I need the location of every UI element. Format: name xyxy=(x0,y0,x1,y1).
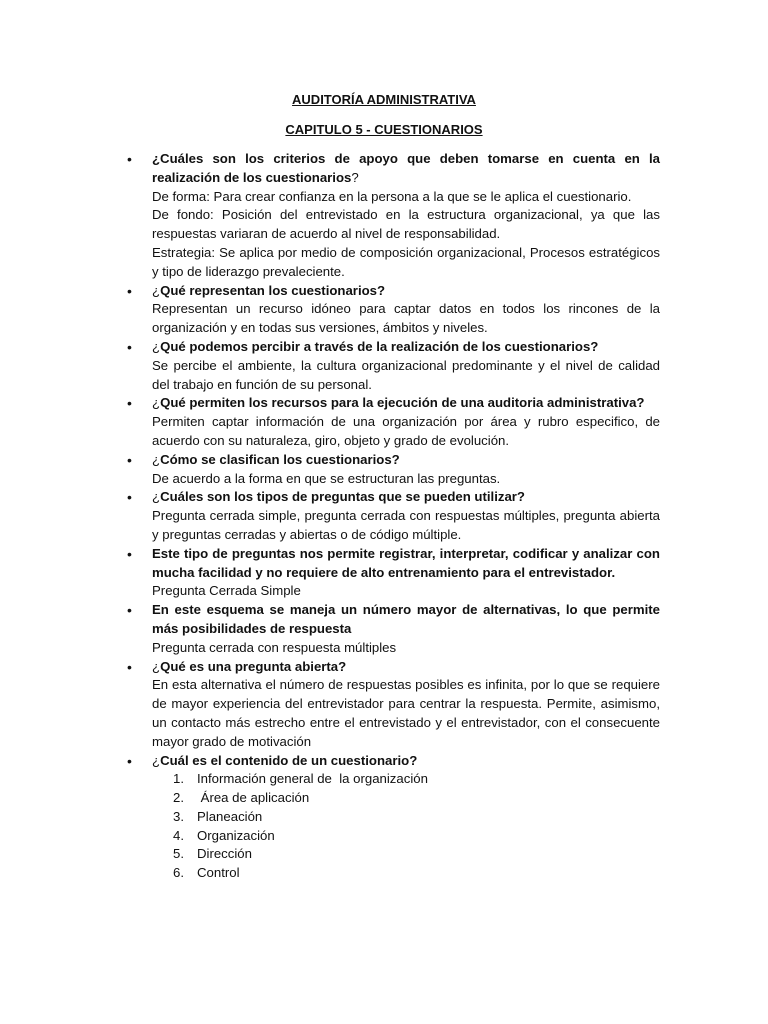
question-bold: Qué permiten los recursos para la ejecución de una auditoria administrativa? xyxy=(160,395,645,411)
list-text: Control xyxy=(197,865,240,881)
answer-text: Estrategia: Se aplica por medio de composición organizacional, Procesos estratégicos y tipo de liderazgo prevaleciente. xyxy=(152,244,660,279)
question-lead: ¿ xyxy=(152,752,161,768)
bullet-icon: • xyxy=(127,752,132,769)
answer-text: Pregunta Cerrada Simple xyxy=(152,583,301,599)
question-item xyxy=(0,545,768,601)
bullet-icon: • xyxy=(127,151,132,167)
question-lead: ¿ xyxy=(152,489,161,505)
question-list xyxy=(0,150,768,883)
question-text xyxy=(152,488,660,507)
question-item xyxy=(0,451,768,489)
question-item xyxy=(0,601,768,657)
bullet-icon: • xyxy=(127,282,132,299)
question-item xyxy=(0,338,768,394)
answer-text: Permiten captar información de una organización por área y rubro especifico, de acuerdo con su naturaleza, giro, objeto y grado de evolución. xyxy=(152,414,660,448)
question-bold: Qué podemos percibir a través de la realización de los cuestionarios? xyxy=(160,338,599,354)
question-bold: En este esquema se maneja un número mayor de alternativas, lo que permite más posibilidades de respuesta xyxy=(152,602,660,636)
list-number: 3. xyxy=(173,808,184,824)
content-list-item xyxy=(152,845,660,864)
answer-text: De forma: Para crear confianza en la persona a la que se le aplica el cuestionario. xyxy=(152,188,632,204)
question-text xyxy=(152,338,660,357)
question-text xyxy=(152,394,660,413)
question-lead: ¿ xyxy=(152,282,161,298)
answer-text: De fondo: Posición del entrevistado en la estructura organizacional, ya que las respuestas variaran de acuerdo al nivel de responsabilidad. xyxy=(152,207,660,242)
list-number: 4. xyxy=(173,827,184,843)
list-text: Área de aplicación xyxy=(197,790,310,806)
list-text: Dirección xyxy=(197,846,252,862)
question-bold: Qué es una pregunta abierta? xyxy=(160,658,347,674)
question-item xyxy=(0,282,768,338)
bullet-icon: • xyxy=(127,602,132,619)
bullet-icon: • xyxy=(127,489,132,506)
answer-text: Pregunta cerrada simple, pregunta cerrada con respuestas múltiples, pregunta abierta y preguntas cerradas y abiertas o de código múltiple. xyxy=(152,508,660,542)
answer-text: Representan un recurso idóneo para captar datos en todos los rincones de la organización y en todas sus versiones, ámbitos y niveles. xyxy=(152,301,660,336)
question-text xyxy=(152,150,660,188)
bullet-icon: • xyxy=(127,658,132,675)
chapter-title: CAPITULO 5 - CUESTIONARIOS xyxy=(285,122,483,137)
question-bold: Este tipo de preguntas nos permite registrar, interpretar, codificar y analizar con mucha facilidad y no requiere de alto entrenamiento para el entrevistador. xyxy=(152,545,660,580)
list-number: 5. xyxy=(173,846,184,862)
question-item xyxy=(0,752,768,884)
question-bold: Cuáles son los tipos de preguntas que se pueden utilizar? xyxy=(160,489,525,505)
question-bold: ¿Cuáles son los criterios de apoyo que deben tomarse en cuenta en la realización de los cuestionarios xyxy=(152,151,660,185)
answer-text: De acuerdo a la forma en que se estructuran las preguntas. xyxy=(152,470,501,486)
list-text: Información general de la organización xyxy=(197,771,428,787)
question-bold: Qué representan los cuestionarios? xyxy=(160,282,386,298)
document-title: AUDITORÍA ADMINISTRATIVA xyxy=(292,92,476,107)
question-item xyxy=(0,150,768,282)
question-item xyxy=(0,394,768,450)
question-tail: ? xyxy=(351,169,359,185)
list-number: 6. xyxy=(173,865,184,881)
question-item xyxy=(0,658,768,752)
question-text xyxy=(152,545,660,583)
question-lead: ¿ xyxy=(152,658,161,674)
content-list-item xyxy=(152,827,660,846)
content-list xyxy=(152,770,660,883)
question-text xyxy=(152,752,660,771)
question-item xyxy=(0,488,768,544)
list-text: Organización xyxy=(197,827,275,843)
list-number: 1. xyxy=(173,771,184,787)
bullet-icon: • xyxy=(127,545,132,562)
answer-text: En esta alternativa el número de respuestas posibles es infinita, por lo que se requiere de mayor experiencia del entrevistador para centrar la respuesta. Permite, asimismo, un contacto más estrecho entre el entrevistado y el entrevistador, con el consecuente mayor grado de motivación xyxy=(152,677,660,749)
question-text xyxy=(152,282,660,301)
question-bold: Cuál es el contenido de un cuestionario? xyxy=(160,752,418,768)
content-list-item xyxy=(152,789,660,808)
content-list-item xyxy=(152,770,660,789)
content-list-item xyxy=(152,864,660,883)
question-text xyxy=(152,451,660,470)
question-lead: ¿ xyxy=(152,338,161,354)
content-list-item xyxy=(152,808,660,827)
question-bold: Cómo se clasifican los cuestionarios? xyxy=(160,451,400,467)
answer-text: Se percibe el ambiente, la cultura organizacional predominante y el nivel de calidad del trabajo en función de su personal. xyxy=(152,357,660,392)
list-text: Planeación xyxy=(197,808,263,824)
question-lead: ¿ xyxy=(152,395,161,411)
bullet-icon: • xyxy=(127,451,132,468)
question-text xyxy=(152,658,660,677)
bullet-icon: • xyxy=(127,395,132,412)
list-number: 2. xyxy=(173,790,184,806)
question-lead: ¿ xyxy=(152,451,161,467)
question-text xyxy=(152,601,660,639)
answer-text: Pregunta cerrada con respuesta múltiples xyxy=(152,639,397,655)
bullet-icon: • xyxy=(127,338,132,355)
